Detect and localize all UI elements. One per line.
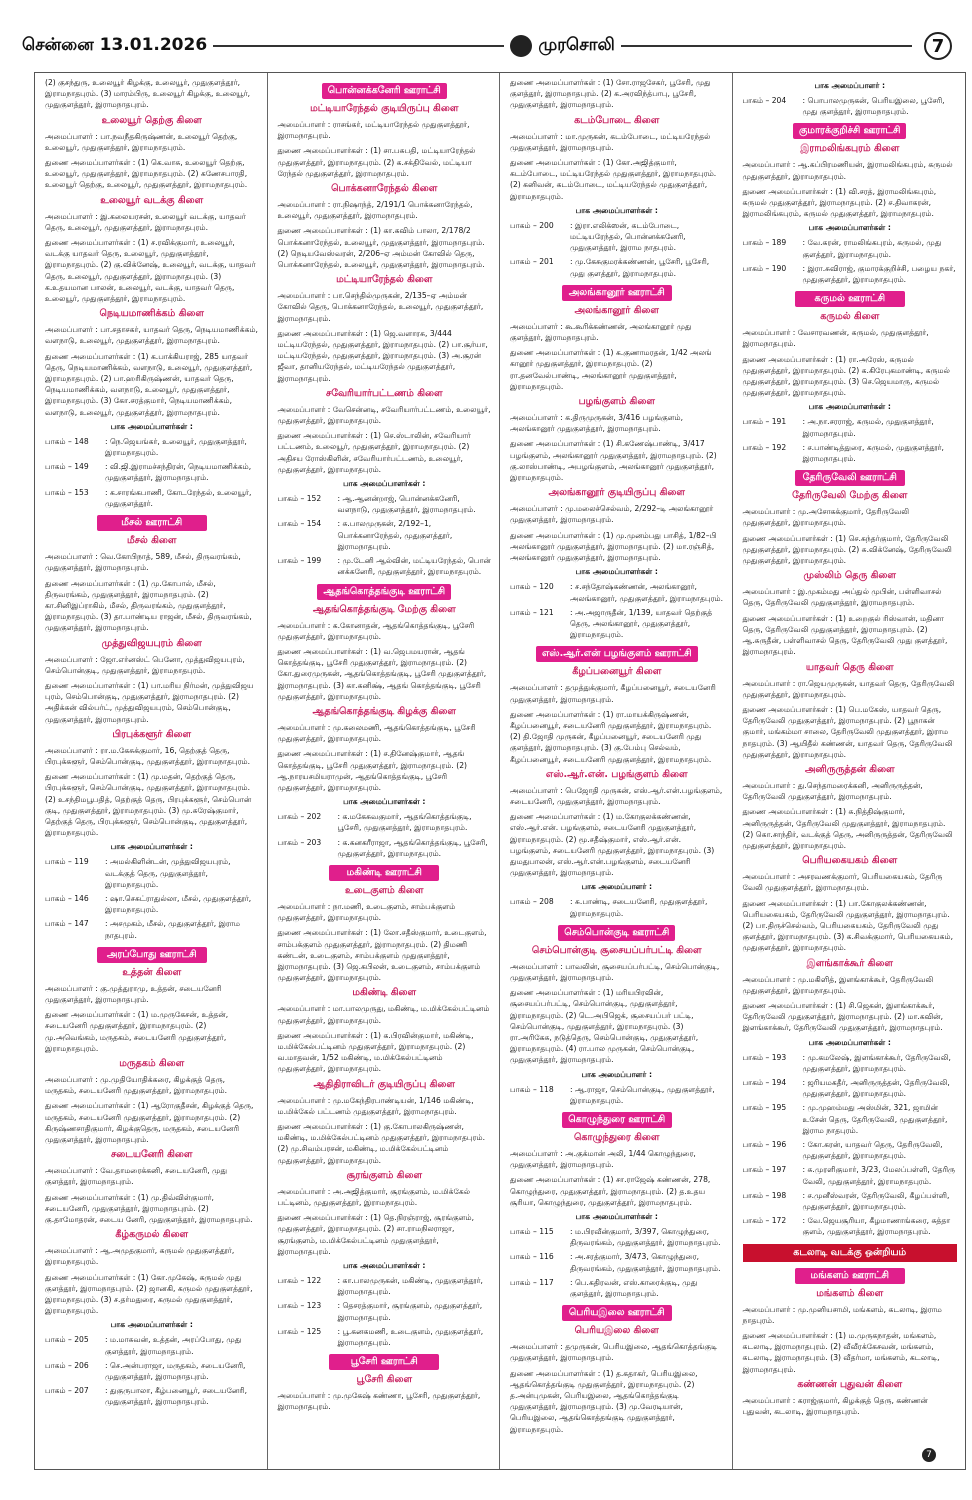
booth-number: பாகம் – 119 bbox=[45, 857, 89, 867]
branch-heading: பொக்கனாரேந்தல் கிளை bbox=[331, 183, 438, 195]
paragraph: துணை அமைப்பாளர்கள் : (1) க.பாக்கியராஜ், 285 யாதவர் தெரு, நெடியமாணிக்கம், வளநாடு, உலையூர், முதுகுளத்தூர், இராமநாதபுரம். (2) பா.ஹரிகிருஷ்ணன், யாதவர் தெரு, நெடியமாணிக்கம், வளநாடு, உலையூர், முதுகுளத்தூர், இராமநாதபுரம். (3) கோ.சரத்குமார், நெடியமாணிக்கம், வளநாடு, உலையூர், முதுகுளத்தூர், இராமநாதபுரம். bbox=[45, 351, 253, 417]
booth-row bbox=[278, 811, 492, 833]
paragraph: அமைப்பாளர் : இ.கலையரசன், உலையூர் வடக்கு, யாதவர் தெரு, உலையூர், முதுகுளத்தூர், இராமநாதபுரம். bbox=[45, 211, 246, 232]
paragraph: துணை அமைப்பாளர்கள் : (1) மு.முனம்பது பாசித், 1/82–பி அலங்கானூர் முதுகுளத்தூர், இராமநாதபுரம். (2) மா.ரஞ்சித், அலங்கானூர் முதுகுளத்தூர், இராமநாதபுரம். bbox=[510, 530, 717, 563]
branch-heading: ஆதங்கொத்தங்குடி கிழக்கு கிளை bbox=[312, 705, 456, 717]
paragraph: துணை அமைப்பாளர்கள் : (1) தெ.நிரஞ்ராஜ், சூரங்குளம், முதுகுளத்தூர், இராமநாதபுரம். (2) சா.ராமநிலராஜா, சூரங்குளம், ம.மிக்கேல்பட்டினம் முதுகுளத்தூர், இராமநாதபுரம். bbox=[277, 1213, 475, 1256]
booth-row bbox=[278, 493, 492, 515]
paragraph: அமைப்பாளர் : இ.முகம்மது அப்துல் முபின், பள்ளிவாசல் தெரு, தேரிருவேலி முதுகுளத்தூர், இராமநாதபுரம். bbox=[742, 587, 942, 608]
booth-number: பாகம் – 193 bbox=[742, 1052, 787, 1062]
subheading: பாக அமைப்பாளர்கள் : bbox=[110, 842, 193, 852]
paragraph: அமைப்பாளர் : கராஜ்குமார், கிழக்குத் தெரு, கண்ணன் புதுவன், கடலாடி, இராமநாதபுரம். bbox=[742, 1395, 928, 1417]
branch-heading: மீசல் கிளை bbox=[127, 535, 177, 547]
paragraph: அமைப்பாளர் : மு.மலைச்செல்வம், 2/292–டி அலங்கானூர் முதுகுளத்தூர், இராமநாதபுரம். bbox=[510, 504, 714, 525]
subheading: பாக அமைப்பாளர்கள் : bbox=[343, 797, 426, 807]
booth-row bbox=[510, 896, 724, 918]
booth-person: : வே.ஜெயசூரியா, கீழமாணாங்கரை, சுத்தா குளம், முதுகுளத்தூர், இராமநாதபுரம். bbox=[802, 1216, 951, 1237]
paper-name: முரசொலி bbox=[538, 35, 615, 55]
paragraph: அமைப்பாளர் : வே.தாமரைக்கனி, சடையனேரி, முது குளத்தூர், இராமநாதபுரம். bbox=[45, 1166, 228, 1187]
panchayat-band: பொன்னக்கனேரி ஊராட்சி bbox=[322, 83, 447, 99]
header-rule bbox=[213, 45, 504, 47]
rising-sun-logo-icon bbox=[510, 35, 532, 57]
booth-person: : ஜரியமகதீர், அனிருருத்தன், தேரிருவேலி, முதுகுளத்தூர், இராமநாதபுரம். bbox=[802, 1077, 950, 1099]
panchayat-band: அலங்கானூர் ஊராட்சி bbox=[562, 285, 672, 301]
booth-person: : பெ.கதிரவன், எஸ்.காரைக்குடி, முது குளத்தூர், இராமநாதபுரம். bbox=[570, 1277, 698, 1299]
booth-row bbox=[743, 1077, 958, 1099]
booth-row bbox=[278, 555, 492, 577]
booth-number: பாகம் – 204 bbox=[742, 96, 787, 105]
booth-row bbox=[743, 1102, 958, 1136]
paragraph: அமைப்பாளர் : அ.குக்மான் அலி, 1/44 கொழுந்துரை, முதுகுளத்தூர், இராமநாதபுரம். bbox=[510, 1149, 696, 1170]
paragraph: அமைப்பாளர் : வேசாரவணன், கருமல், முதுகுளத்தூர், இராமநாதபுரம். bbox=[742, 328, 929, 349]
booth-person: : கோ.கரன், யாதவர் தெரு, தேரிருவேலி, முதுகுளத்தூர், இராமநாதபுரம். bbox=[802, 1140, 943, 1161]
booth-row bbox=[510, 581, 724, 603]
booth-number: பாகம் – 123 bbox=[277, 1301, 322, 1311]
booth-number: பாகம் – 199 bbox=[277, 556, 322, 566]
branch-heading: முத்துவிஜயபுரம் கிளை bbox=[101, 637, 202, 649]
branch-heading: ஆதிதிராவிடர் குடியிருப்பு கிளை bbox=[313, 1078, 455, 1090]
paragraph: அமைப்பாளர் : வெ.கோபிநாத், 589, மீசல், திருவரங்கம், முதுகுளத்தூர், இராமநாதபுரம். bbox=[45, 552, 241, 573]
booth-row bbox=[45, 1334, 259, 1356]
booth-person: : சு.பாலமுருகன், 2/192–1, பொக்கனாரேந்தல், முதுகுளத்தூர், இராமநாதபுரம். bbox=[337, 519, 453, 551]
subheading: பாக அமைப்பாளர்கள் : bbox=[808, 223, 891, 233]
branch-heading: தேரிருவேலி மேற்கு கிளை bbox=[792, 490, 908, 502]
booth-row bbox=[278, 1326, 492, 1348]
subheading: பாக அமைப்பாளர்கள் : bbox=[808, 402, 891, 412]
branch-heading: பெரியகையகம் கிளை bbox=[802, 855, 898, 867]
paragraph: துணை அமைப்பாளர்கள் : (1) செ.சுந்தர்குமார், தேரிருவேலி முதுகுளத்தூர், இராமநாதபுரம். (2) சு.விக்னேஷ், தேரிருவேலி முதுகுளத்தூர், இராமநாதபுரம். bbox=[742, 533, 952, 566]
branch-heading: சூரங்குளம் கிளை bbox=[346, 1169, 423, 1181]
booth-number: பாகம் – 121 bbox=[510, 607, 554, 617]
panchayat-band: கொழுந்துரை ஊராட்சி bbox=[562, 1112, 672, 1128]
booth-row bbox=[45, 487, 259, 509]
paragraph: துணை அமைப்பாளர்கள் : (1) சி.கணேஷ்பாண்டி, 3/417 பழங்குளம், அலங்கானூர் முதுகுளத்தூர், இராமநாதபுரம். (2) கு.லாஸ்பாண்டி, அபழங்குளம், அலங்கானூர் முதுகுளத்தூர், இராமநாதபுரம். bbox=[510, 439, 717, 483]
booth-person: : மு.முஹம்மது அஸ்மின், 321, ஜாமின் உசேன் தெரு, தேரிருவேலி, முதுகுளத்தூர், இராம நாதபுரம். bbox=[802, 1103, 948, 1135]
paragraph: துணை அமைப்பாளர்கள் : (1) பா.கோகுலக்கண்ணன், பெரியகையகம், தேரிருவேலி முதுகுளத்தூர், இராமநாதபுரம். (2) பா.திருச்செல்வம், பெரியகையகம், தேரிருவேலி முது குளத்தூர், இராமநாதபுரம். (3) க.சிவக்குமார், பெரியகையகம், முதுகுளத்தூர், இராமநாதபுரம். bbox=[742, 898, 954, 953]
paragraph: அமைப்பாளர் : மு.கலைமணி, ஆதங்கொத்தங்குடி, பூசேரி முதுகுளத்தூர், இராமநாதபுரம். bbox=[277, 722, 476, 744]
booth-number: பாகம் – 115 bbox=[510, 1227, 554, 1237]
paragraph: துணை அமைப்பாளர்கள் : (1) மு.மதன், தெற்குத் தெரு, பிரபுக்களூர், செம்பொன்குடி, முதுகுளத்தூர், இராமநாதபுரம். (2) உசந்திமபூபதித், தெற்குத் தெரு, பிரபுக்களூர், செம்பொன் குடி, முதுகுளத்தூர், இராமநாதபுரம். (3) மு.சுரேஷ்குமார், தெற்குத் தெரு, பிரபுக்களூர், செம்பொன்குடி, முதுகுளத்தூர், இராமநாதபுரம். bbox=[45, 772, 252, 838]
paragraph: துணை அமைப்பாளர்கள் : (1) சு.நித்திஷ்குமார், அனிருருத்தன், தேரிருவேலி முதுகுளத்தூர், இராமநாதபுரம். (2) கொ.சாந்திர், வடக்குத் தெரு, அனிருருத்தன், தேரிருவேலி முதுகுளத்தூர், இராமநாதபுரம். bbox=[742, 807, 953, 850]
booth-person: : தெசரத்குமார், சூரங்குளம், முதுகுளத்தூர், இராமநாதபுரம். bbox=[337, 1301, 483, 1322]
booth-number: பாகம் – 149 bbox=[45, 462, 89, 472]
booth-person: : வே.கரன், ராமலிங்கபுரம், கருமல், முது குளத்தூர், இராமநாதபுரம். bbox=[802, 238, 942, 259]
paragraph: அமைப்பாளர் : க.திருமுருகன், 3/416 பழங்குளம், அலங்கானூர் முதுகுளத்தூர், இராமநாதபுரம். bbox=[510, 413, 684, 434]
paragraph: அமைப்பாளர் : நா.மணி, உடைகுளம், சாம்பக்குளம் முதுகுளத்தூர், இராமநாதபுரம். bbox=[277, 901, 456, 923]
booth-number: பாகம் – 198 bbox=[742, 1190, 787, 1200]
booth-row bbox=[743, 1139, 958, 1161]
branch-heading: பிரபுக்களூர் கிளை bbox=[112, 728, 192, 740]
paragraph: அமைப்பாளர் : க.கோனாதன், ஆதங்கொத்தங்குடி, பூசேரி முதுகுளத்தூர், இராமநாதபுரம். bbox=[277, 620, 475, 641]
booth-number: பாகம் – 201 bbox=[510, 257, 554, 267]
booth-person: : ம.பிரவீன்குமார், 3/397, கொழுந்துரை, திருவரங்கம், முதுகுளத்தூர், இராமநாதபுரம். bbox=[570, 1227, 721, 1248]
column-4 bbox=[733, 73, 966, 1469]
branch-heading: பழங்குளம் கிளை bbox=[578, 396, 655, 408]
booth-person: : க.மகேசுவகுமார், ஆதங்கொத்தங்குடி, பூசேரி, முதுகுளத்தூர், இராமநாதபுரம். bbox=[337, 812, 472, 833]
booth-row bbox=[743, 263, 958, 285]
booth-number: பாகம் – 200 bbox=[510, 220, 554, 230]
paragraph: துணை அமைப்பாளர்கள் : (1) வி.சரத், இராமலிங்கபுரம், கருமல் முதுகுளத்தூர், இராமநாதபுரம். (2) ச.திவாகரன், இராமலிங்கபுரம், கருமல் முதுகுளத்தூர், இராமநாதபுரம். bbox=[742, 186, 937, 219]
dateline: சென்னை 13.01.2026 bbox=[22, 35, 208, 55]
paragraph: துணை அமைப்பாளர்கள் : (1) ம.கோகுலக்கண்ணன், எஸ்.ஆர்.என். பழங்குளம், சடையனேரி முதுகுளத்தூர், இராமநாதபுரம். (2) மூ.சதீஷ்குமார், எஸ்.ஆர்.என். பழங்குளம், சடையனேரி முதுகுளத்தூர், இராமநாதபுரம். (3) துமதுபாலன், எஸ்.ஆர்.என்.பழங்குளம், சடையனேரி முதுகுளத்தூர், இராமநாதபுரம். bbox=[510, 812, 715, 878]
booth-number: பாகம் – 191 bbox=[742, 417, 787, 427]
branch-heading: நெடியமாணிக்கம் கிளை bbox=[99, 308, 204, 320]
subheading: பாக அமைப்பாளர் : bbox=[581, 882, 653, 892]
booth-number: பாகம் – 190 bbox=[742, 263, 787, 273]
booth-person: : ச.முனீஸ்வரன், தேரிருவேலி, கீழப்பள்ளி, முதுகுளத்தூர், இராமநாதபுரம். bbox=[802, 1190, 950, 1212]
subheading: பாக அமைப்பாளர்கள் : bbox=[808, 1037, 891, 1047]
booth-number: பாகம் – 203 bbox=[277, 837, 322, 847]
branch-heading: ஆதங்கொத்தங்குடி மேற்கு கிளை bbox=[312, 603, 456, 615]
paragraph: துணை அமைப்பாளர்கள் : (1) கா.கவிம் பாலா, 2/178/2 பொக்கனாரேந்தல், உலையூர், முதுகுளத்தூர், இராமநாதபுரம். (2) நெடியவேஸ்வரன், 2/206–ஏ அம்மன் கோவில் தெரு, பொக்கனாரேந்தல், உலையூர், முதுகுளத்தூர், இராமநாதபுரம். bbox=[277, 226, 485, 270]
branch-heading: மட்டியாரேந்தல் குடியிருப்பு கிளை bbox=[310, 103, 459, 114]
paragraph: அமைப்பாளர் : து.செந்தாமரைக்கனி, அனிருருத்தன், தேரிருவேலி முதுகுளத்தூர், இராமநாதபுரம். bbox=[742, 780, 923, 802]
panchayat-band: ஆதங்கொத்தங்குடி ஊராட்சி bbox=[317, 584, 451, 600]
branch-heading: கொழுந்துரை கிளை bbox=[574, 1132, 660, 1143]
paragraph: துணை அமைப்பாளர்கள் : (1) கோ.அஜித்குமார், கடம்போடை, மட்டியரேந்தல் முதுகுளத்தூர், இராமநாதபுரம். (2) கனிவன், கடம்போடை, மட்டியரேந்தல் முதுகுளத்தூர், இராமநாதபுரம். bbox=[510, 158, 717, 201]
booth-number: பாகம் – 147 bbox=[45, 919, 89, 929]
paragraph: துணை அமைப்பாளர்கள் : (1) ஆரோகுதீசன், கிழக்குத் தெரு, மருதகம், சடையனேரி முதுகுளத்தூர், இராமநாதபுரம். (2) கிருஷ்ணசாதிகுமார், கிழக்குதெரு, மருதகம், சடையனேரி முதுகுளத்தூர், இராமநாதபுரம். bbox=[45, 1101, 254, 1145]
booth-row bbox=[510, 607, 724, 641]
subheading: பாக அமைப்பாளர் : bbox=[814, 81, 886, 90]
branch-heading: உலையூர் தெற்கு கிளை bbox=[101, 114, 202, 126]
panchayat-band: மீசல் ஊராட்சி bbox=[97, 515, 207, 531]
booth-person: : க.கனகரீராஜா, ஆதங்கொத்தங்குடி, பூசேரி, முதுகுளத்தூர், இராமநாதபுரம். bbox=[337, 837, 488, 858]
panchayat-band: குமாரக்குறிச்சி ஊராட்சி bbox=[793, 123, 906, 139]
booth-person: : ச.பாண்டித்துரை, கருமல், முதுகுளத்தூர், இராமநாதபுரம். bbox=[802, 442, 944, 464]
booth-number: பாகம் – 206 bbox=[45, 1360, 89, 1370]
booth-person: : ம.மாசுவன், உத்தன், அரப்போது, முது குளத்தூர், இராமநாதபுரம். bbox=[105, 1335, 242, 1356]
booth-row bbox=[278, 1300, 492, 1322]
paragraph: அமைப்பாளர் : ரா.ஜெயமுருகன், யாதவர் தெரு, தேரிருவேலி முதுகுளத்தூர், இராமநாதபுரம். bbox=[742, 678, 955, 699]
paragraph: அமைப்பாளர் : மா.முருகன், கடம்போடை, மட்டியரேந்தல் முதுகுளத்தூர், இராமநாதபுரம். bbox=[510, 131, 711, 152]
booth-number: பாகம் – 196 bbox=[742, 1140, 787, 1149]
booth-number: பாகம் – 120 bbox=[510, 582, 554, 592]
booth-number: பாகம் – 197 bbox=[742, 1165, 787, 1175]
booth-row bbox=[45, 436, 259, 458]
subheading: பாக அமைப்பாளர்கள் : bbox=[575, 567, 658, 577]
paragraph: அமைப்பாளர் : பாவலின், சூசையப்பர்பட்டி, செம்பொன்குடி, முதுகுளத்தூர், இராமநாதபுரம். bbox=[510, 961, 720, 982]
paragraph: துணை அமைப்பாளர்கள் : (1) பா.மரிய நிர்மன், முத்துவிஜய புரம், செம்பொன்குடி, முதுகுளத்தூர், இராமநாதபுரம். (2) அதிக்கன் வில்பர்ட், முத்துவிஜயபுரம், செம்பொன்குடி, முதுகுளத்தூர், இராமநாதபுரம். bbox=[45, 680, 254, 724]
booth-number: பாகம் – 118 bbox=[510, 1084, 554, 1094]
branch-heading: முஸ்லிம் தெரு கிளை bbox=[803, 570, 896, 582]
booth-number: பாகம் – 172 bbox=[742, 1216, 787, 1226]
paragraph: அமைப்பாளர் : பா.சதாசகர், யாதவர் தெரு, நெடியமாணிக்கம், வளநாடு, உலையூர், முதுகுளத்தூர், இராமநாதபுரம். bbox=[45, 325, 258, 346]
paragraph: அமைப்பாளர் : பா.செந்தில்முருகன், 2/135–ஏ அம்மன் கோவில் தெரு, பொக்கனாரேந்தல், உலையூர், முதுகுளத்தூர், இராமநாதபுரம். bbox=[277, 291, 484, 323]
booth-person: : பூ.கனகமணி, உடைகுளம், முதுகுளத்தூர், இராமநாதபுரம். bbox=[337, 1326, 484, 1348]
paragraph: துணை அமைப்பாளர்கள் : (1) க.குணாமரதன், 1/42 அலங் கானூர் முதுகுளத்தூர், இராமநாதபுரம். (2) ரா.தனவேல்பாண்டி, அலங்கானூர் முதுகுளத்தூர், இராமநாதபுரம். bbox=[510, 348, 712, 391]
column-2 bbox=[268, 73, 501, 1469]
branch-heading: பெரியஇலை கிளை bbox=[574, 1325, 659, 1337]
panchayat-band: அரப்போது ஊராட்சி bbox=[97, 947, 207, 963]
panchayat-band: மங்களம் ஊராட்சி bbox=[795, 1268, 905, 1284]
subheading: பாக அமைப்பாளர்கள் : bbox=[110, 1320, 193, 1330]
booth-number: பாகம் – 207 bbox=[45, 1386, 89, 1396]
booth-person: : அசமுகம், மீசல், முதுகுளத்தூர், இராம நாதபுரம். bbox=[105, 919, 241, 940]
paragraph: அமைப்பாளர் : வேசென்னடி, சவேரியார்பட்டணம், உலையூர், முதுகுளத்தூர், இராமநாதபுரம். bbox=[277, 404, 491, 426]
paragraph: அமைப்பாளர் : தமுத்துக்குமார், கீழப்பனையூர், சடையனேரி முதுகுளத்தூர், இராமநாதபுரம். bbox=[510, 683, 716, 704]
booth-row bbox=[743, 95, 958, 117]
union-band: கடலாடி வடக்கு ஒன்றியம் bbox=[743, 1244, 958, 1262]
booth-person: : சு.முரளிகுமார், 3/23, மேலப்பள்ளி, தேரிரு வேலி, முதுகுளத்தூர், இராமநாதபுரம். bbox=[802, 1165, 956, 1186]
paragraph: துணை அமைப்பாளர்கள் : (1) வ.ஜெபமயரான், ஆதங் கொத்தங்குடி, பூசேரி முதுகுளத்தூர், இராமநாதபுரம். (2) கோ.துரைமுருகன், ஆதங்கொத்தங்குடி, பூசேரி முதுகுளத்தூர், இராமநாதபுரம். (3) கா.கனிக்ஷ், ஆதங் கொத்தங்குடி, பூசேரி முதுகுளத்தூர், இராமநாதபுரம். bbox=[277, 646, 487, 701]
branch-heading: அனிருருத்தன் கிளை bbox=[804, 763, 895, 775]
branch-heading: மருதகம் கிளை bbox=[119, 1058, 185, 1069]
booth-number: பாகம் – 117 bbox=[510, 1277, 554, 1287]
paragraph: அமைப்பாளர் : மு.முகேஷ் கண்ணா, பூசேரி, முதுகுளத்தூர், இராமநாதபுரம். bbox=[277, 1391, 481, 1412]
paragraph: துணை அமைப்பாளர்கள் : (1) க.பிரவின்குமார், மகிண்டி, ம.மிக்கேல்பட்டினம் முதுகுளத்தூர், இராமநாதபுரம். (2) வ.மாதவன், 1/52 மகிண்டி, ம.மிக்கேல்பட்டினம் முதுகுளத்தூர், இராமநாதபுரம். bbox=[277, 1030, 474, 1074]
branch-heading: சவேரியார்பட்டணம் கிளை bbox=[325, 387, 443, 399]
article-frame bbox=[34, 72, 966, 1470]
booth-row bbox=[510, 1251, 724, 1273]
paragraph: துணை அமைப்பாளர்கள் : (1) ரா.மாயக்கிருஷ்ணன், கீழப்பனையூர், சடையனேரி முதுகுளத்தூர், இராமநாதபுரம். (2) தி.ஜோதி முருகன், கீழப்பனையூர், சடையனேரி முது குளத்தூர், இராமநாதபுரம். (3) கு.பேம்பு செல்வம், கீழப்பனையூர், சடையனேரி முதுகுளத்தூர், இராமநாதபுரம். bbox=[510, 709, 712, 764]
branch-heading: அலங்கானூர் கிளை bbox=[574, 304, 659, 316]
booth-person: : கா.பாலமுருகன், மகிண்டி, முதுகுளத்தூர், இராமநாதபுரம். bbox=[337, 1276, 483, 1297]
branch-heading: எஸ்.ஆர்.என். பழங்குளம் கிளை bbox=[545, 768, 688, 780]
booth-number: பாகம் – 189 bbox=[742, 238, 787, 248]
paragraph: (2) குசந்துரு, உலையூர் கிழக்கு, உலையூர், முதுகுளத்தூர், இராமநாதபுரம். (3) மாரம்பிரு, உலையூர் கிழக்கு, உலையூர், முதுகுளத்தூர், இராமநாதபுரம். bbox=[45, 78, 251, 110]
booth-row bbox=[743, 416, 958, 438]
paragraph: துணை அமைப்பாளர்கள் : (1) சி.ஜெகன், இளங்காக்கூர், தேரிருவேலி முதுகுளத்தூர், இராமநாதபுரம். (2) மா.கவின், இளங்காக்கூர், தேரிருவேலி முதுகுளத்தூர், இராமநாதபுரம். bbox=[742, 1000, 944, 1033]
paragraph: அமைப்பாளர் : மா.பாலமுருது, மகிண்டி, ம.மிக்கேல்பட்டினம் முதுகுளத்தூர், இராமநாதபுரம். bbox=[277, 1004, 490, 1025]
booth-row bbox=[510, 220, 724, 254]
paragraph: துணை அமைப்பாளர்கள் : (1) ச.ரவிக்குமார், உலையூர், வடக்கு யாதவர் தெரு, உலையூர், முதுகுளத்தூர், இராமநாதபுரம். (2) கு.விக்னேஷ், உலையூர், வடக்கு, யாதவர் தெரு, உலையூர், முதுகுளத்தூர், இராமநாதபுரம். (3) க.உதயமான பாலன், உலையூர், வடக்கு, யாதவர் தெரு, உலையூர், முதுகுளத்தூர், இராமநாதபுரம். bbox=[45, 238, 256, 304]
paragraph: துணை அமைப்பாளர்கள் : (1) உறைகுல் ரிஸ்வான், மதினா தெரு, தேரிருவேலி முதுகுளத்தூர், இராமநாதபுரம். (2) ஆ.சுருதீன், பள்ளிவாசல் தெரு, தேரிருவேலி முது குளத்தூர், இராமநாதபுரம். bbox=[742, 613, 948, 657]
branch-heading: உடைகுளம் கிளை bbox=[345, 884, 424, 896]
branch-heading: இராமலிங்கபுரம் கிளை bbox=[800, 143, 900, 155]
paragraph: துணை அமைப்பாளர்கள் : (1) மு.கோபால், மீசல், திருவரங்கம், முதுகுளத்தூர், இராமநாதபுரம். (2) கா.சினிஇப்ராகிம், மீசல், திருவரங்கம், முதுகுளத்தூர், இராமநாதபுரம். (3) தா.பாண்டிய ராஜன், மீசல், திருவரங்கம், முதுகுளத்தூர், இராமநாதபுரம். bbox=[45, 578, 252, 633]
booth-row bbox=[45, 1385, 259, 1407]
paragraph: துணை அமைப்பாளர்கள் : (1) சா.ராஜேஷ் கண்ணன், 278, கொழுந்துரை, முதுகுளத்தூர், இராமநாதபுரம். (2) த.உதய சூரியா, கொழுந்துரை, முதுகுளத்தூர், இராமநாதபுரம். bbox=[510, 1175, 711, 1207]
paragraph: அமைப்பாளர் : ராசங்கர், மட்டியாரேந்தல் முதுகுளத்தூர், இராமநாதபுரம். bbox=[277, 120, 470, 141]
paragraph: அமைப்பாளர் : அ.அஜித்குமார், சூரங்குளம், ம.மிக்கேல் பட்டினம், முதுகுளத்தூர், இராமநாதபுரம். bbox=[277, 1186, 470, 1208]
subheading: பாக அமைப்பாளர்கள் : bbox=[343, 1261, 426, 1271]
paragraph: அமைப்பாளர் : கூ.கூரிக்கண்ணன், அலங்கானூர் முது குளத்தூர், இராமநாதபுரம். bbox=[510, 321, 692, 343]
paragraph: அமைப்பாளர் : மு.அசோகக்குமார், தேரிருவேலி முதுகுளத்தூர், இராமநாதபுரம். bbox=[742, 507, 910, 528]
booth-number: பாகம் – 192 bbox=[742, 442, 787, 452]
branch-heading: சடையனேரி கிளை bbox=[111, 1149, 193, 1161]
masthead bbox=[22, 28, 952, 64]
paragraph: அமைப்பாளர் : பெஜோதி முருகன், எஸ்.ஆர்.என்.பழங்குளம், சடையனேரி, முதுகுளத்தூர், இராமநாதபுரம். bbox=[510, 785, 723, 806]
paragraph: அமைப்பாளர் : தமுருகன், பெரியஇலை, ஆதங்கொத்தங்குடி முதுகுளத்தூர், இராமநாதபுரம். bbox=[510, 1342, 718, 1363]
booth-person: : சு.பாண்டி, சடையனேரி, முதுகுளத்தூர், இராமநாதபுரம். bbox=[570, 897, 708, 918]
branch-heading: பூசேரி கிளை bbox=[356, 1374, 413, 1386]
booth-number: பாகம் – 208 bbox=[510, 897, 554, 907]
booth-person: : வி.ஜி.இராமச்சந்திரன், நெடியமாணிக்கம், முதுகுளத்தூர், இராமநாதபுரம். bbox=[105, 462, 252, 483]
booth-number: பாகம் – 202 bbox=[277, 812, 322, 822]
booth-person: : அ.சரத்குமார், 3/473, கொழுந்துரை, திருவரங்கம், முதுகுளத்தூர், இராமநாதபுரம். bbox=[570, 1252, 721, 1273]
booth-row bbox=[743, 1164, 958, 1186]
paragraph: துணை அமைப்பாளர்கள் : (1) கெ.வாசு, உலையூர் தெற்கு, உலையூர், முதுகுளத்தூர், இராமநாதபுரம். (2) கணேசபாரதி, உலையூர் தெற்கு, உலையூர், முதுகுளத்தூர், இராமநாதபுரம். bbox=[45, 158, 248, 190]
column-3 bbox=[500, 73, 733, 1469]
booth-person: : க.சாரங்கபாணி, கோடரேந்தல், உலையூர், முதுகுளத்தூர். bbox=[105, 487, 252, 508]
booth-row bbox=[510, 1277, 724, 1299]
booth-number: பாகம் – 154 bbox=[277, 519, 322, 529]
page-number: 7 bbox=[924, 32, 952, 60]
booth-person: : ச.சந்தோஷ்கண்ணன், அலங்கானூர், அலங்கானூர், முதுகுளத்தூர், இராமநாதபுரம். bbox=[570, 582, 724, 603]
subheading: பாக அமைப்பாளர்கள் : bbox=[575, 205, 658, 215]
panchayat-band: எஸ்.ஆர்.என் பழங்குளம் ஊராட்சி bbox=[536, 646, 698, 662]
paragraph: துணை அமைப்பாளர்கள் : (1) லோ.சதீஸ்குமார், உடைகுளம், சாம்பக்குளம் முதுகுளத்தூர், இராமநாதபுரம். (2) திமணி கண்டன், உடைகுளம், சாம்பக்குளம் முதுகுளத்தூர், இராமநாதபுரம். (3) ஜெ.கபிலன், உடைகுளம், சாம்பக்குளம் முதுகுளத்தூர், இராமநாதபுரம். bbox=[277, 928, 487, 983]
panchayat-band: தேரிருவேலி ஊராட்சி bbox=[795, 470, 905, 486]
branch-heading: கீழ்கருமல் கிளை bbox=[115, 1229, 189, 1241]
subheading: பாக அமைப்பாளர்கள் : bbox=[110, 421, 193, 431]
paragraph: அமைப்பாளர் : பா.நவநீதகிருஷ்ணன், உலையூர் தெற்கு, உலையூர், முதுகுளத்தூர், இராமநாதபுரம். bbox=[45, 131, 238, 152]
booth-number: பாகம் – 195 bbox=[742, 1103, 787, 1113]
branch-heading: கடம்போடை கிளை bbox=[574, 114, 660, 126]
paragraph: துணை அமைப்பாளர்கள் : (1) சா.பசுபதி, மட்டியாரேந்தல் முதுகுளத்தூர், இராமநாதபுரம். (2) க.சக்திவேல், மட்டியா ரேந்தல் முதுகுளத்தூர், இராமநாதபுரம். bbox=[277, 146, 476, 178]
paragraph: துணை அமைப்பாளர்கள் : (1) ம.முருகநாதன், மங்களம், கடலாடி, இராமநாதபுரம். (2) வீவீரக்கேசவன், மங்களம், கடலாடி, இராமநாதபுரம். (3) வீதர்மா, மங்களம், கடலாடி, இராமநாதபுரம். bbox=[742, 1331, 940, 1374]
panchayat-band: செம்பொன்குடி ஊராட்சி bbox=[558, 925, 675, 941]
booth-number: பாகம் – 152 bbox=[277, 494, 322, 504]
booth-row bbox=[45, 461, 259, 483]
paragraph: அமைப்பாளர் : மு.மகேந்திரபாண்டியன், 1/146 மகிண்டி, ம.மிக்கேல் பட்டணம் முதுகுளத்தூர், இராமநாதபுரம். bbox=[277, 1095, 474, 1116]
branch-heading: அலங்கானூர் குடியிருப்பு கிளை bbox=[548, 487, 685, 499]
branch-heading: உலையூர் வடக்கு கிளை bbox=[100, 194, 204, 206]
booth-number: பாகம் – 205 bbox=[45, 1335, 89, 1345]
header-rule bbox=[621, 45, 912, 47]
panchayat-band: மகிண்டி ஊராட்சி bbox=[329, 865, 439, 881]
booth-row bbox=[743, 1190, 958, 1212]
booth-row bbox=[278, 518, 492, 552]
paragraph: துணை அமைப்பாளர்கள் : (1) கு.கோபாலகிருஷ்ணன், மகிண்டி, ம.மிக்கேல்பட்டினம் முதுகுளத்தூர், இராமநாதபுரம். (2) மு.சிவம்பரசன், மகிண்டி, ம.மிக்கேல்பட்டினம் முதுகுளத்தூர், இராமநாதபுரம். bbox=[277, 1122, 485, 1165]
paragraph: துணை அமைப்பாளர்கள் : (1) பெ.மகேஸ், யாதவர் தெரு, தேரிருவேலி முதுகுளத்தூர், இராமநாதபுரம். (2) பூநாகன் குமார், மங்கம்மா சாலை, தேரிருவேலி முதுகுளத்தூர், இராம நாதபுரம். (3) ஆயிதீல் கண்ணன், யாதவர் தெரு, தேரிருவேலி முதுகுளத்தூர், இராமநாதபுரம். bbox=[742, 704, 953, 759]
paragraph: துணை அமைப்பாளர்கள் : (1) மரியபிரவின், சூசையப்பர்பட்டி, செம்பொன்குடி, முதுகுளத்தூர், இராமநாதபுரம். (2) டெ.அபிஜெக், சூசையப்பர் பட்டி, செம்பொன்குடி, முதுகுளத்தூர், இராமநாதபுரம். (3) ரா.அரிகேசு, நடுத்தெரு, செம்பொன்குடி, முதுகுளத்தூர், இராமநாதபுரம். (4) ரா.பால முருகன், செம்பொன்குடி, முதுகுளத்தூர், இராமநாதபுரம். bbox=[510, 988, 699, 1065]
paragraph: துணை அமைப்பாளர்கள் : (1) கோ.முகேஷ், கருமல் முது குளத்தூர், இராமநாதபுரம். (2) ஜானகி, கருமல் முதுகுளத்தூர், இராமநாதபுரம். (3) ச.தர்மதுரை, கருமல் முதுகுளத்தூர், இராமநாதபுரம். bbox=[45, 1272, 253, 1316]
booth-row bbox=[510, 1226, 724, 1248]
booth-number: பாகம் – 153 bbox=[45, 487, 89, 497]
branch-heading: யாதவர் தெரு கிளை bbox=[805, 661, 894, 673]
paragraph: துணை அமைப்பாளர்கள் : (1) ரா.அரேஸ், கருமல் முதுகுளத்தூர், இராமநாதபுரம். (2) க.கிரேபுகமாண்டி, கருமல் முதுகுளத்தூர், இராமநாதபுரம். (3) செ.ஜெயமாரு, கருமல் முதுகுளத்தூர், இராமநாதபுரம். bbox=[742, 354, 950, 398]
booth-person: : மு.கேசுகுமரக்கண்ணன், பூசேரி, பூசேரி, முது குளத்தூர், இராமநாதபுரம். bbox=[570, 257, 710, 278]
paragraph: அமைப்பாளர் : மு.முனியசாமி, மங்களம், கடலாடி, இராம நாதபுரம். bbox=[742, 1304, 942, 1325]
branch-heading: செம்பொன்குடி சூசையப்பர்பட்டி கிளை bbox=[531, 944, 702, 956]
booth-number: பாகம் – 116 bbox=[510, 1252, 554, 1262]
panchayat-band: கருமல் ஊராட்சி bbox=[795, 291, 905, 307]
booth-person: : அ.அஜாருதீன், 1/139, யாதவர் தெற்குத் தெரு, அலங்கானூர், முதுகுளத்தூர், இராமநாதபுரம். bbox=[570, 607, 713, 640]
panchayat-band: பெரியஇலை ஊராட்சி bbox=[562, 1305, 672, 1321]
paragraph: அமைப்பாளர் : அசரவணக்குமார், பெரியகையகம், தேரிரு வேலி முதுகுளத்தூர், இராமநாதபுரம். bbox=[742, 872, 943, 893]
branch-heading: மகிண்டி கிளை bbox=[352, 987, 417, 999]
subheading: பாக அமைப்பாளர்கள் : bbox=[343, 479, 426, 489]
booth-row bbox=[510, 256, 724, 278]
branch-heading: இளங்காக்கூர் கிளை bbox=[806, 957, 893, 969]
booth-person: : மு.கமலேஷ், இளங்காக்கூர், தேரிருவேலி, முதுகுளத்தூர், இராமநாதபுரம். bbox=[802, 1052, 951, 1073]
booth-number: பாகம் – 125 bbox=[277, 1326, 322, 1336]
booth-row bbox=[743, 442, 958, 464]
booth-row bbox=[278, 837, 492, 859]
booth-person: : ஆ.ராஜா, செம்பொன்குடி, முதுகுளத்தூர், இராமநாதபுரம். bbox=[570, 1084, 715, 1105]
paragraph: துணை அமைப்பாளர்கள் : (1) ச.தினேஷ்குமார், ஆதங் கொத்தங்குடி, பூசேரி முதுகுளத்தூர், இராமநாதபுரம். (2) ஆ.நாரயசமியராமுன், ஆதங்கொத்தங்குடி, பூசேரி முதுகுளத்தூர், இராமநாதபுரம். bbox=[277, 749, 468, 792]
paragraph: துணை அமைப்பாளர்கள் : (1) த.கதாகர், பெரியஇலை, ஆதங்கொத்தங்குடி முதுகுளத்தூர், இராமநாதபுரம். (2) த.அன்புமுகன், பெரியஇலை, ஆதங்கொத்தங்குடி முதுகுளத்தூர், இராமநாதபுரம். (3) மு.வேரடியான், பெரியஇலை, ஆதங்கொத்தங்குடி முதுகுளத்தூர், இராமநாதபுரம். bbox=[510, 1368, 698, 1434]
paragraph: அமைப்பாளர் : ஆ.கப்பிரமணியன், இராமலிங்கபுரம், கருமல் முதுகுளத்தூர், இராமநாதபுரம். bbox=[742, 160, 953, 181]
paragraph: அமைப்பாளர் : ரா.ம.கேசுக்குமார், 16, தெற்குத் தெரு, பிரபுக்களூர், செம்பொன்குடி, முதுகுளத்தூர், இராமநாதபுரம். bbox=[45, 745, 251, 766]
booth-person: : செ.அன்பராஜா, மருதகம், சடையனேரி, முதுகுளத்தூர், இராமநாதபுரம். bbox=[105, 1360, 246, 1382]
paragraph: துணை அமைப்பாளர்கள் : (1) மு.திவ்விள்குமார், சடையனேரி, முதுகுளத்தூர், இராமநாதபுரம். (2) கு.தாமோதரன், சடைய னேரி, முதுகுளத்தூர், இராமநாதபுரம். bbox=[45, 1192, 253, 1225]
booth-person: : ஷா.செசுட்ராதுல்லா, மீசல், முதுகுளத்தூர், இராமநாதபுரம். bbox=[105, 893, 252, 915]
booth-row bbox=[743, 1215, 958, 1237]
booth-person: : நெ.ஜெயங்கர், உலையூர், முதுகுளத்தூர், இராமநாதபுரம். bbox=[105, 436, 247, 458]
booth-row bbox=[45, 893, 259, 915]
branch-heading: கீழப்பனையூர் கிளை bbox=[572, 666, 662, 678]
booth-number: பாகம் – 148 bbox=[45, 436, 89, 446]
subheading: பாக அமைப்பாளர்கள் : bbox=[575, 1212, 658, 1222]
branch-heading: உத்தன் கிளை bbox=[122, 966, 182, 978]
booth-person: : அமல்கிளின்டன், முத்துவிஜயபுரம், வடக்குத் தெரு, முதுகுளத்தூர், இராமநாதபுரம். bbox=[105, 857, 231, 889]
footer-page-number: 7 bbox=[922, 1448, 936, 1462]
branch-heading: கருமல் கிளை bbox=[820, 311, 880, 323]
paragraph: துணை அமைப்பாளர்கள் : (1) செ.ஸ்டாலின், சவேரியார் பட்டணம், உலையூர், முதுகுளத்தூர், இராமநாதபுரம். (2) அதிசய ரோஸ்கிளின், சவேரியார்பட்டணம், உலையூர், முதுகுளத்தூர், இராமநாதபுரம். bbox=[277, 431, 471, 474]
booth-person: : துகுருபாலா, கீழ்பனையூர், சடையனேரி, முதுகுளத்தூர், இராமநாதபுரம். bbox=[105, 1386, 248, 1407]
booth-row bbox=[45, 856, 259, 890]
branch-heading: மட்டியாரேந்தல் கிளை bbox=[336, 274, 433, 286]
booth-number: பாகம் – 146 bbox=[45, 893, 89, 903]
paragraph: அமைப்பாளர் : ரா.நிஷாந்த், 2/191/1 பொக்கனாரேந்தல், உலையூர், முதுகுளத்தூர், இராமநாதபுரம். bbox=[277, 200, 473, 221]
booth-number: பாகம் – 194 bbox=[742, 1077, 787, 1087]
booth-person: : ஆ.ஆனன்றாஜ், பொன்னக்கனேரி, வளநாடு, முதுகுளத்தூர், இராமநாதபுரம். bbox=[337, 494, 476, 515]
branch-heading: மங்களம் கிளை bbox=[816, 1287, 884, 1299]
paragraph: துணை அமைப்பாளர்கள் : (1) ம.முருகேசன், உத்தன், சடையனேரி முதுகுளத்தூர், இராமநாதபுரம். (2) மு.அவெங்கம், மருதகம், சடையனேரி முதுகுளத்தூர், இராமநாதபுரம். bbox=[45, 1010, 229, 1053]
paragraph: அமைப்பாளர் : கு.முத்துராமு, உத்தன், சடையனேரி முதுகுளத்தூர், இராமநாதபுரம். bbox=[45, 983, 222, 1004]
booth-row bbox=[45, 918, 259, 940]
booth-person: : மு.டேனி ஆல்வின், மட்டியரேந்தல், பொன் னக்கனேரி, முதுகுளத்தூர், இராமநாதபுரம். bbox=[337, 556, 491, 577]
subheading: பாக அமைப்பாளர் : bbox=[581, 1069, 653, 1079]
booth-person: : பொபாலமுருகன், பெரியஇலை, பூசேரி, முது குளத்தூர், இராமநாதபுரம். bbox=[802, 96, 945, 117]
paragraph: அமைப்பாளர் : மு.முதியோதிக்கரை, கிழக்குத் தெரு, மருதகம், சடையனேரி முதுகுளத்தூர், இராமநாதபுரம். bbox=[45, 1075, 228, 1096]
booth-number: பாகம் – 122 bbox=[277, 1276, 322, 1286]
column-1 bbox=[35, 73, 268, 1469]
booth-person: : இரா.சுவிராஜ், குமாரக்குறிச்சி, பழைய நகர், முதுகுளத்தூர், இராமநாதபுரம். bbox=[802, 263, 956, 285]
branch-heading: கண்ணன் புதுவன் கிளை bbox=[797, 1378, 903, 1390]
booth-row bbox=[278, 1275, 492, 1297]
paragraph: அமைப்பாளர் : ஜோ.எர்னஸ்ட் பெனோ, முத்துவிஜயபுரம், செம்பொன்குடி, முதுகுளத்தூர், இராமநாதபுரம். bbox=[45, 654, 245, 675]
booth-row bbox=[510, 1084, 724, 1106]
booth-row bbox=[743, 237, 958, 259]
paragraph: அமைப்பாளர் : ஆ.அமுதகுமார், கருமல் முதுகுளத்தூர், இராமநாதபுரம். bbox=[45, 1246, 235, 1267]
panchayat-band: பூசேரி ஊராட்சி bbox=[329, 1354, 439, 1370]
booth-person: : இரா.எலிக்ஸன், கடம்போடை, மட்டியரேந்தல், பொன்னக்கனேரி, முதுகுளத்தூர், இராம நாதபுரம். bbox=[570, 220, 686, 253]
booth-person: : அ.நா.சரராஜ், கருமல், முதுகுளத்தூர், இராமநாதபுரம். bbox=[802, 417, 934, 438]
paragraph: துணை அமைப்பாளர்கள் : (1) சோ.ராஜசேகர், பூசேரி, முது குளத்தூர், இராமநாதபுரம். (2) க.அரவிந்த்பாபு, பூசேரி, முதுகுளத்தூர், இராமநாதபுரம். bbox=[510, 78, 711, 110]
paragraph: அமைப்பாளர் : மு.மகிளித், இளங்காக்கூர், தேரிருவேலி முதுகுளத்தூர், இராமநாதபுரம். bbox=[742, 974, 934, 995]
booth-row bbox=[743, 1052, 958, 1074]
booth-row bbox=[45, 1360, 259, 1382]
paragraph: துணை அமைப்பாளர்கள் : (1) ஜெ.வளாரசு, 3/444 மட்டியரேந்தல், முதுகுளத்தூர், இராமநாதபுரம். (2) பா.சூர்யா, மட்டியரேந்தல், முதுகுளத்தூர், இராமநாதபுரம். (3) அ.சூரன் ஜீவா, தானியரேந்தல், மட்டியரேந்தல் முதுகுளத்தூர், இராமநாதபுரம். bbox=[277, 328, 488, 383]
